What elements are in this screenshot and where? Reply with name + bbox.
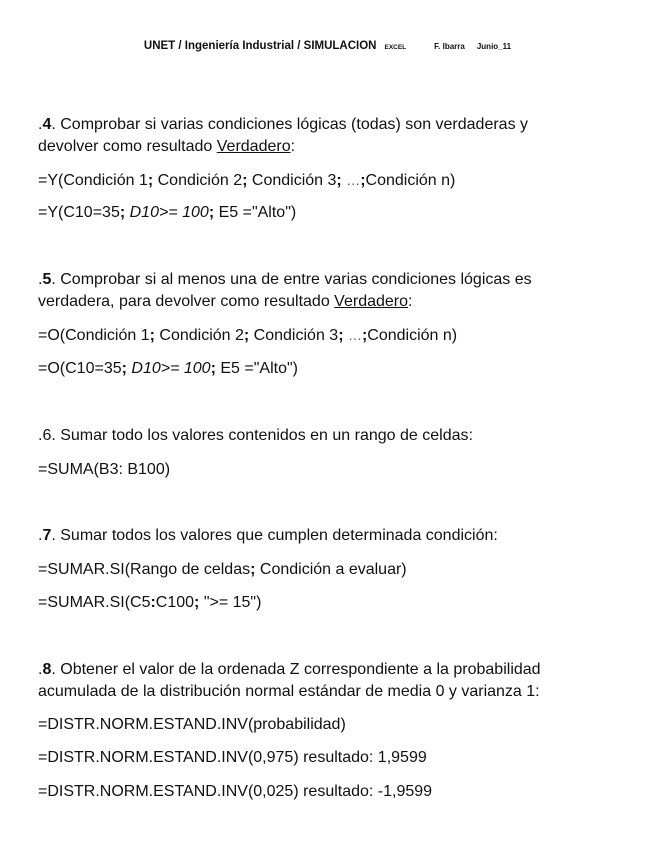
page-header <box>0 40 655 52</box>
section-8-formula-0025: =DISTR.NORM.ESTAND.INV(0,025) resultado: -1,9599 <box>38 783 433 800</box>
section-5-heading: .5. Comprobar si al menos una de entre varias condiciones lógicas es <box>38 271 532 288</box>
section-number: 7 <box>42 527 52 544</box>
section-7-formula-example: =SUMAR.SI(C5:C100; ">= 15") <box>38 594 262 611</box>
section-5-line2: verdadera, para devolver como resultado Verdadero: <box>38 293 413 310</box>
section-number: 4 <box>42 116 52 133</box>
section-4-line2: devolver como resultado Verdadero: <box>38 138 296 155</box>
section-6-formula: =SUMA(B3: B100) <box>38 461 171 478</box>
keyword-verdadero: Verdadero <box>334 293 409 310</box>
section-6-heading: .6. Sumar todo los valores contenidos en un rango de celdas: <box>38 427 473 444</box>
header-date: Junio_11 <box>476 42 512 51</box>
section-number: 8 <box>42 661 52 678</box>
section-4-formula-generic: =Y(Condición 1; Condición 2; Condición 3; …;Condición n) <box>38 172 456 189</box>
header-title: UNET / Ingeniería Industrial / SIMULACION <box>143 40 377 52</box>
section-5-formula-example: =O(C10=35; D10>= 100; E5 ="Alto") <box>38 360 298 377</box>
section-number: 5 <box>42 271 52 288</box>
keyword-verdadero: Verdadero <box>216 138 291 155</box>
section-8-heading: .8. Obtener el valor de la ordenada Z correspondiente a la probabilidad <box>38 661 541 678</box>
section-5-formula-generic: =O(Condición 1; Condición 2; Condición 3; …;Condición n) <box>38 327 458 344</box>
section-8-line2: acumulada de la distribución normal estándar de media 0 y varianza 1: <box>38 683 540 700</box>
section-7-heading: .7. Sumar todos los valores que cumplen determinada condición: <box>38 527 498 544</box>
section-4-formula-example: =Y(C10=35; D10>= 100; E5 ="Alto") <box>38 204 297 221</box>
section-7-formula-generic: =SUMAR.SI(Rango de celdas; Condición a evaluar) <box>38 561 407 578</box>
section-4-heading: .4. Comprobar si varias condiciones lógicas (todas) son verdaderas y <box>38 116 529 133</box>
header-subject: EXCEL <box>384 44 407 51</box>
section-8-formula-generic: =DISTR.NORM.ESTAND.INV(probabilidad) <box>38 716 346 733</box>
header-author: F. Ibarra <box>434 42 465 51</box>
section-8-formula-0975: =DISTR.NORM.ESTAND.INV(0,975) resultado: 1,9599 <box>38 749 427 766</box>
